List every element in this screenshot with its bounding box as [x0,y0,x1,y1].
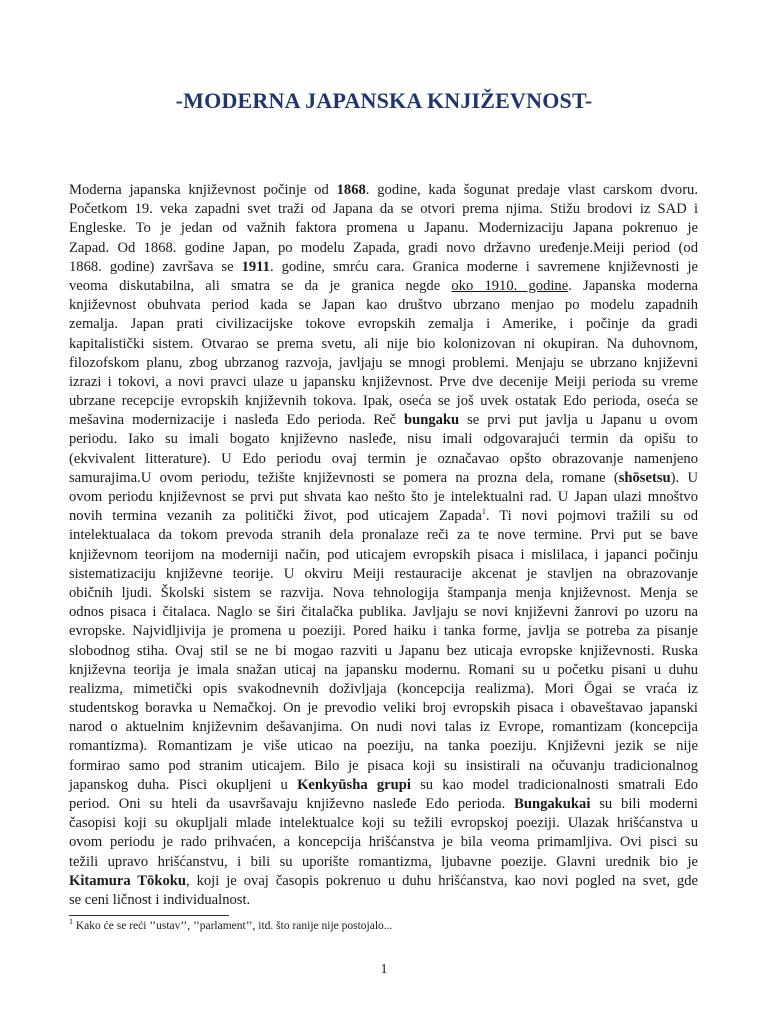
body-line: romantizma). Romantizam je više uticao na poeziju, na tanka poeziju. Književni jezik se nije [69,738,698,755]
body-line: Zapad. Od 1868. godine Japan, po modelu Zapada, gradi novo državno uređenje.Meiji period (od [69,239,698,256]
body-line: književnom teorijom na moderniji način, pod uticajem evropskih pisaca i mislilaca, i japanci počinju [69,546,698,563]
body-line: novih termina vezanih za politički život, pod uticajem Zapada$^1$. Ti novi pojmovi tražili su od [69,507,698,525]
page-title: -MODERNA JAPANSKA KNJIŽEVNOST- [175,88,593,113]
body-line: studentskog boravka u Nemačkoj. On je prevodio veliki broj evropskih pisaca i obaveštavao japanski [69,700,698,717]
body-line: (ekvivalent litterature). U Edo periodu ovaj termin je označavao opšto obrazovanje namenjeno [69,450,698,467]
body-line: veoma diskutabilna, ali smatra se da je granica negde oko 1910. godine. Japanska moderna [69,277,698,294]
body-line: formirao samo pod stranim uticajem. Bilo je pisaca koji su insistirali na očuvanju tradicionalnog [69,757,698,774]
body-line: Kitamura Tōkoku, koji je ovaj časopis pokrenuo u duhu hrišćanstva, kao novi pogled na svet, gde [69,872,698,889]
body-line: zemalja. Japan prati civilizacijske tokove evropskih zemalja i Amerike, i počinje da gradi [69,316,698,333]
body-line: samurajima.U ovom periodu, težište književnosti se pomera na prozna dela, romane (shōsetsu). U [69,469,698,486]
body-text [69,181,698,910]
body-line: odnos pisaca i čitalaca. Naglo se širi čitalačka publika. Javljaju se novi književni žanrovi po uzoru na [69,604,698,621]
page-number: 1 [380,962,388,977]
body-line: težili upravo hrišćanstvu, i bili su uporište romantizma, ljubavne poezije. Glavni urednik bio je [69,853,698,870]
body-line: kapitalistički sistem. Otvarao se prema svetu, ali nije bio kolonizovan ni okupiran. Na duhovnom, [69,335,698,352]
body-line: Engleske. To je jedan od važnih faktora promena u Japanu. Modernizaciju Japana pokrenuo je [69,220,698,237]
body-line: književna teorija je imala snažan uticaj na japansku modernu. Romani su u početku pisani u duhu [69,661,698,678]
body-line: japanskog duha. Pisci okupljeni u Kenkyūsha grupi su kao model tradicionalnosti smatrali Edo [69,776,698,793]
body-line: izrazi i tokovi, a novi pravci ulaze u japansku književnost. Prve dve decenije Meiji perioda su vreme [69,373,698,390]
body-line: ovom periodu je rado prihvaćen, a koncepcija hrišćanstva je bila veoma primamljiva. Ovi pisci su [69,834,698,851]
body-line: književnost obuhvata period kada se Japan kao društvo ubrzano menjao po modelu zapadnih [69,297,698,314]
body-line: običnih ljudi. Školski sistem se razvija. Nova tehnologija štampanja menja književnost. Menja se [69,584,698,601]
footnote [69,919,392,933]
body-line: ovom periodu književnost se prvi put shvata kao nešto što je intelektualni rad. U Japan ulazi mnoštvo [69,489,698,505]
body-line: Početkom 19. veka zapadni svet traži od Japana da se otvori prema njima. Stižu brodovi iz SAD i [69,201,698,218]
body-line: slobodnog stiha. Ovaj stil se ne bi mogao razviti u Japanu bez uticaja evropske književnosti. Ruska [69,642,698,659]
body-line: evropske. Najvidljivija je promena u poeziji. Pored haiku i tanka forme, javlja se potreba za pisanje [69,623,698,640]
bold-term: 1911 [241,258,270,275]
body-line: filozofskom planu, zbog ubrzanog razvoja, javljaju se mnogi problemi. Menjaju se ubrzano književni [69,354,698,371]
bold-term: bungaku [403,412,460,429]
bold-term: 1868 [336,182,366,198]
body-line: periodu. Iako su imali bogato književno nasleđe, nisu imali odgovarajući termin da opišu to [69,431,698,448]
body-line: narod o aktuelnim književnim dešavanjima. On nudi novi talas iz Evrope, romantizam (koncepcija [69,719,698,736]
footnote-reference: 1 [481,507,486,517]
body-line: intelektualaca da tokom prevoda stranih dela pronalaze reči za te nove termine. Prvi put se bave [69,527,698,544]
body-line: Moderna japanska književnost počinje od 1868. godine, kada šogunat predaje vlast carskom dvoru. [69,182,698,198]
bold-term: Kenkyūsha grupi [297,776,411,793]
underlined-phrase: oko 1910. godine [451,277,569,294]
body-line: period. Oni su hteli da usavršavaju književno nasleđe Edo perioda. Bungakukai su bili moderni [69,796,698,812]
footnote-marker: 1 [69,917,73,927]
footnote-separator [69,915,229,916]
body-line: mešavina modernizacije i nasleđa Edo perioda. Reč bungaku se prvi put javlja u Japanu u ovom [69,412,698,429]
bold-term: shōsetsu [618,469,671,486]
body-line: realizma, mimetički opis svakodnevnih doživljaja (koncepcija realizma). Mori Ōgai se vraća iz [69,680,698,697]
bold-term: Bungakukai [514,796,591,812]
body-line: se ceni ličnost i individualnost. [69,891,251,908]
bold-term: Kitamura Tōkoku [69,872,186,889]
body-line: 1868. godine) završava se 1911. godine, smrću cara. Granica moderne i savremene književnosti je [69,258,698,275]
body-line: sistematizaciju književne teorije. U okviru Meiji restauracije akcenat je stavljen na obrazovanje [69,565,698,582]
footnote-text: Kako će se reći ’’ustav’’, ’’parlament’’, itd. što ranije nije postojalo... [73,920,393,932]
body-line: ubrzane recepcije evropskih književnih tokova. Ipak, oseća se još uvek ostatak Edo perioda, oseća se [69,393,698,410]
body-line: časopisi koji su okupljali mlade intelektualce koji su težili evropskoj poeziji. Ulazak hrišćanstva u [69,815,698,832]
